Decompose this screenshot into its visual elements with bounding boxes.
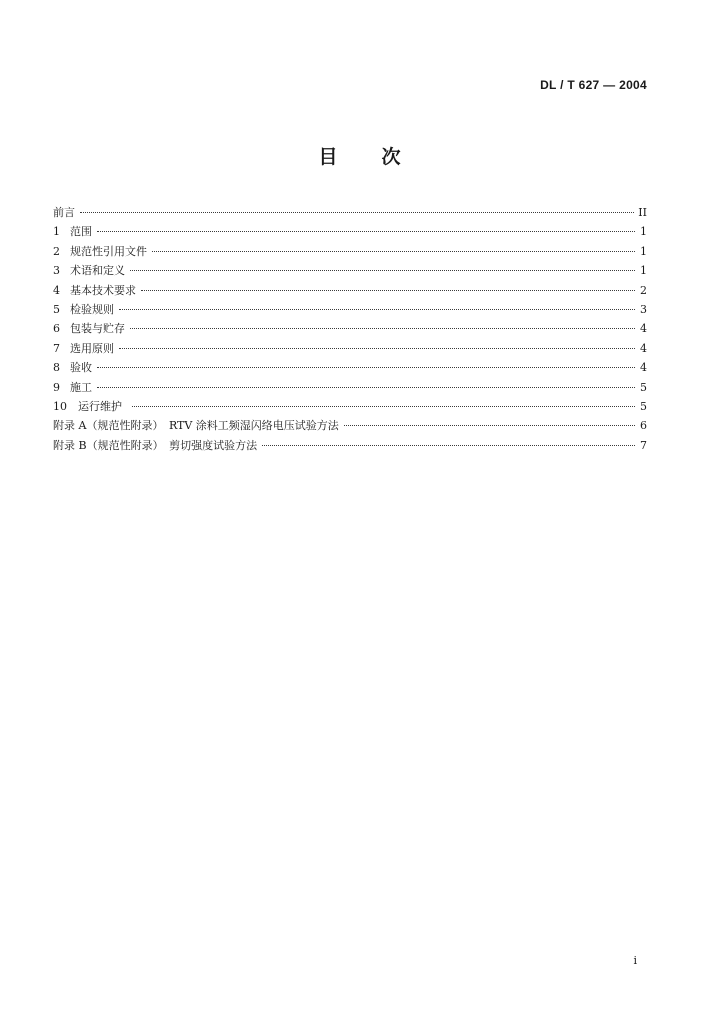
toc-entry-number: 9 xyxy=(53,380,60,394)
dot-leader xyxy=(97,387,635,388)
toc-entry-label: 附录 A（规范性附录） RTV 涂料工频湿闪络电压试验方法 xyxy=(53,419,339,433)
toc-entry-page: 1 xyxy=(640,225,647,239)
toc-entry-10[interactable] xyxy=(53,397,647,416)
dot-leader xyxy=(152,251,635,252)
toc-entry-page: 1 xyxy=(640,244,647,258)
toc-entry-number: 8 xyxy=(53,361,60,375)
toc-entry-page: 5 xyxy=(640,399,647,413)
toc-entry-number: 7 xyxy=(53,341,60,355)
toc-entry-label: 验收 xyxy=(70,361,92,375)
toc-entry-page: 7 xyxy=(640,438,647,452)
toc-entry-number: 5 xyxy=(53,302,60,316)
dot-leader xyxy=(97,231,635,232)
toc-title: 目次 xyxy=(318,146,445,168)
toc-entry-page: 3 xyxy=(640,302,647,316)
toc-entry-label: 术语和定义 xyxy=(70,264,125,278)
toc-entry-appendix-a[interactable] xyxy=(53,416,647,435)
toc-entry-3[interactable] xyxy=(53,261,647,280)
toc-entry-8[interactable] xyxy=(53,358,647,377)
dot-leader xyxy=(130,328,635,329)
toc-entry-appendix-b[interactable] xyxy=(53,436,647,455)
toc-entry-number: 3 xyxy=(53,264,60,278)
toc-entry-label: 附录 B（规范性附录） 剪切强度试验方法 xyxy=(53,438,258,452)
toc-entry-7[interactable] xyxy=(53,339,647,358)
toc-entry-label: 检验规则 xyxy=(70,302,114,316)
toc-entry-label: 前言 xyxy=(53,206,75,219)
dot-leader xyxy=(119,309,635,310)
dot-leader xyxy=(141,290,635,291)
toc-entry-label: 范围 xyxy=(70,225,92,239)
toc-entry-page: 1 xyxy=(640,264,647,278)
toc-entry-5[interactable] xyxy=(53,300,647,319)
toc-entry-6[interactable] xyxy=(53,319,647,338)
page-number: i xyxy=(633,954,637,967)
dot-leader xyxy=(344,425,635,426)
dot-leader xyxy=(97,367,635,368)
toc-entry-number: 4 xyxy=(53,283,60,297)
dot-leader xyxy=(130,270,635,271)
toc-entry-9[interactable] xyxy=(53,378,647,397)
toc-entry-page: 5 xyxy=(640,380,647,394)
toc-entry-page: 4 xyxy=(640,341,647,355)
toc-entry-label: 运行维护 xyxy=(78,399,122,413)
toc-entry-page: 6 xyxy=(640,419,647,433)
document-code: DL / T 627 — 2004 xyxy=(540,78,647,92)
toc-entry-label: 包装与贮存 xyxy=(70,322,125,336)
toc-entry-label: 施工 xyxy=(70,380,92,394)
dot-leader xyxy=(262,445,635,446)
toc-entry-number: 2 xyxy=(53,244,60,258)
toc-entry-1[interactable] xyxy=(53,222,647,241)
toc-entry-number: 6 xyxy=(53,322,60,336)
dot-leader xyxy=(119,348,635,349)
toc-entry-number: 10 xyxy=(53,399,67,413)
toc-entry-page: II xyxy=(638,206,647,219)
toc-entry-label: 基本技术要求 xyxy=(70,283,136,297)
toc-entry-label: 规范性引用文件 xyxy=(70,244,147,258)
toc-entry-label: 选用原则 xyxy=(70,341,114,355)
toc-entry-foreword[interactable] xyxy=(53,203,647,222)
toc-entry-page: 4 xyxy=(640,361,647,375)
toc-entry-page: 2 xyxy=(640,283,647,297)
toc-entry-page: 4 xyxy=(640,322,647,336)
toc-entry-4[interactable] xyxy=(53,281,647,300)
toc-entry-2[interactable] xyxy=(53,242,647,261)
table-of-contents xyxy=(53,203,647,455)
toc-entry-number: 1 xyxy=(53,225,60,239)
dot-leader xyxy=(132,406,635,407)
dot-leader xyxy=(80,212,634,213)
